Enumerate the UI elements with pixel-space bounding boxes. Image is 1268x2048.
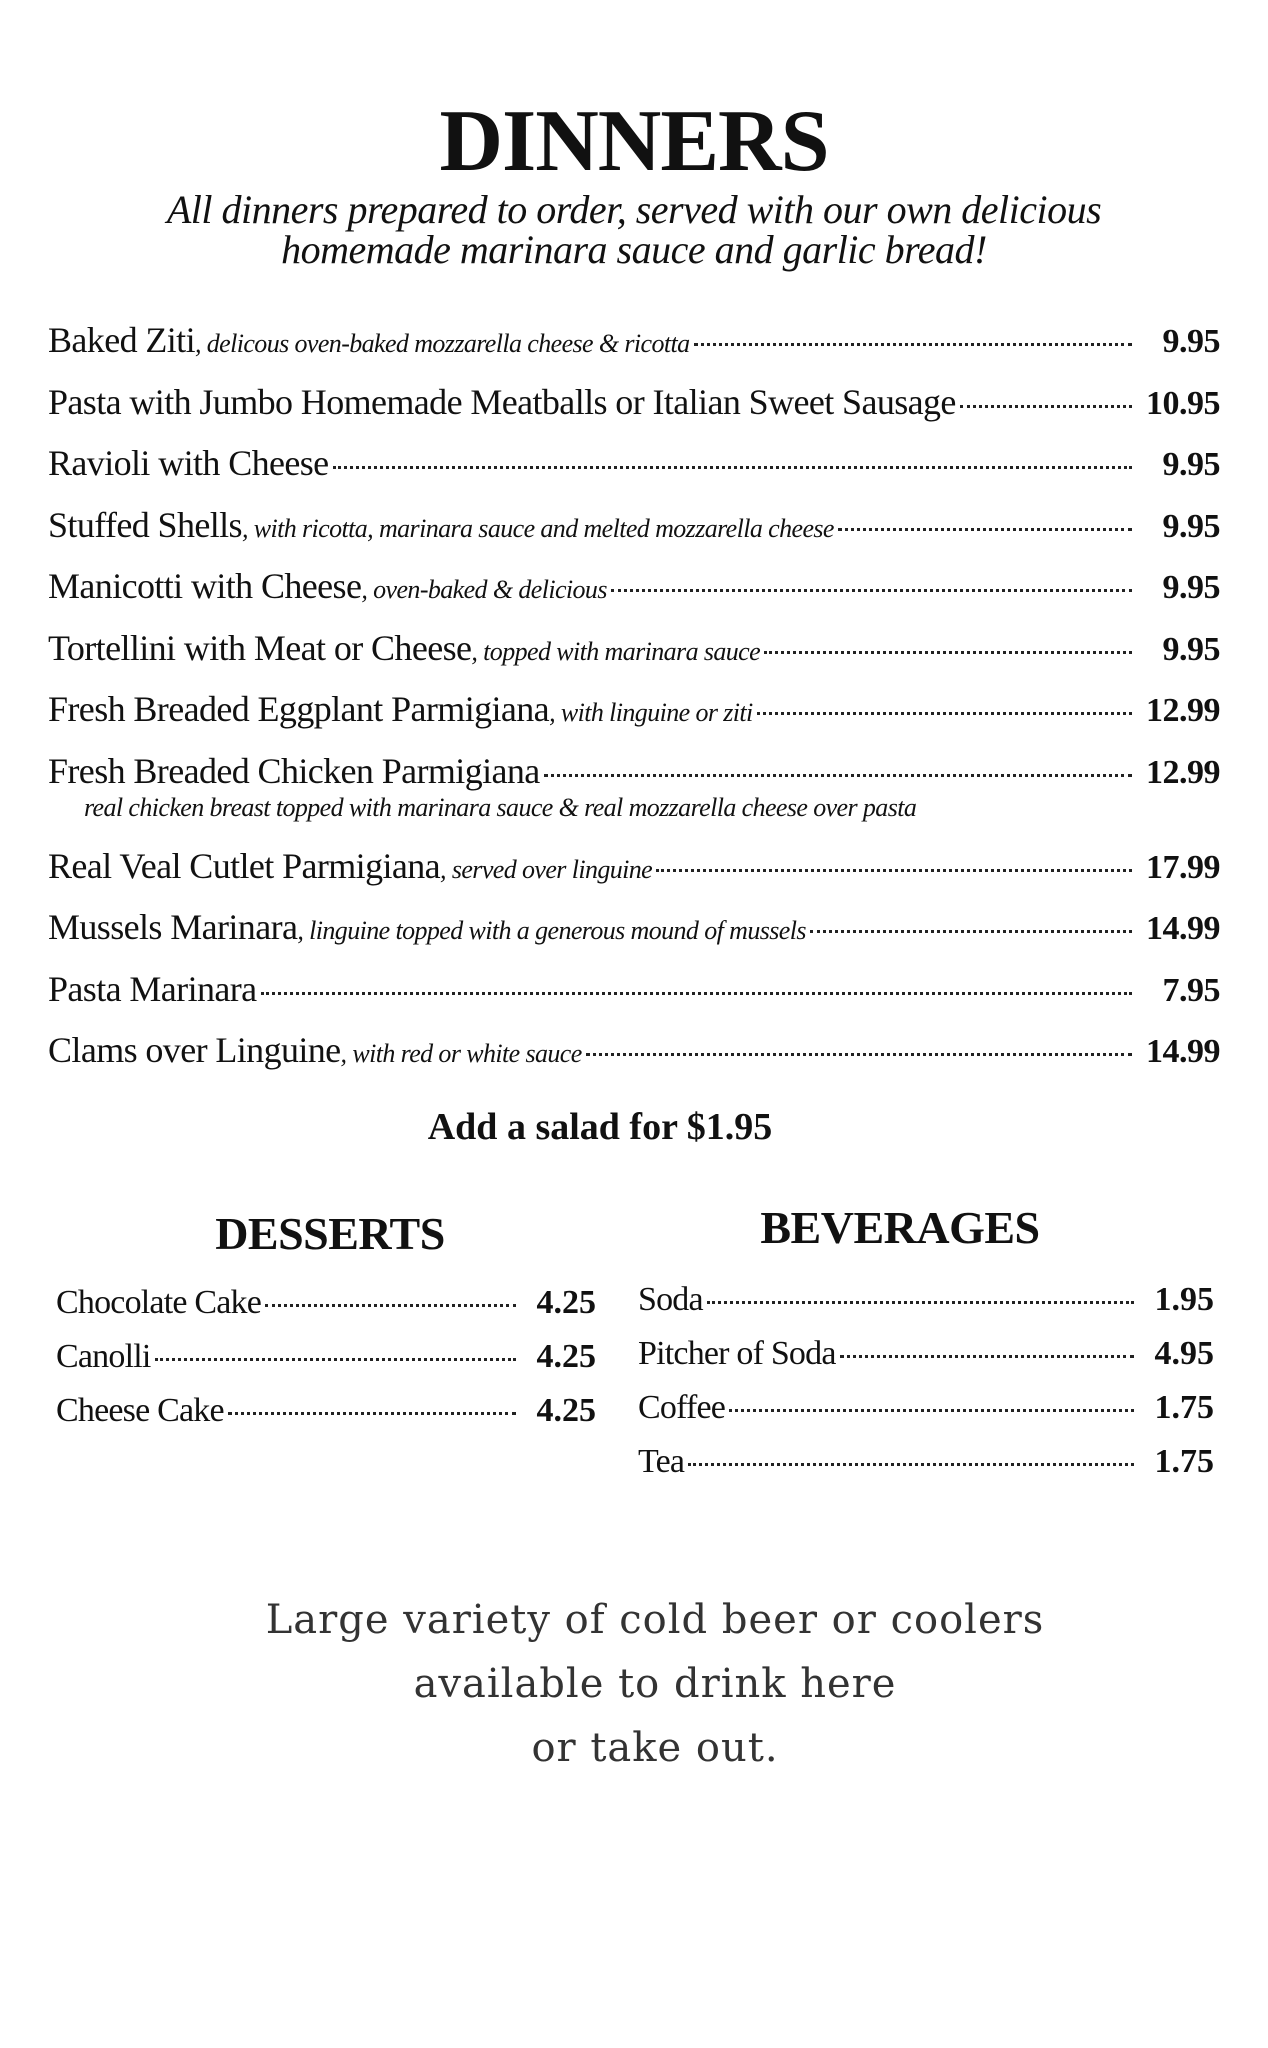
- beverage-item: [638, 1327, 1214, 1381]
- beverage-item-name: Tea: [638, 1443, 685, 1480]
- dinner-item-price: 9.95: [1162, 630, 1220, 668]
- beverage-item-price: 1.75: [1154, 1389, 1214, 1426]
- dinner-item-price: 9.95: [1162, 507, 1220, 545]
- dot-leader: [656, 868, 1132, 872]
- beverage-item-name: Soda: [638, 1281, 703, 1318]
- dot-leader: [611, 588, 1132, 592]
- dot-leader: [155, 1357, 516, 1361]
- beverage-item: [638, 1435, 1214, 1489]
- dinner-item-name: Real Veal Cutlet Parmigiana: [48, 845, 441, 886]
- beverages-title: BEVERAGES: [760, 1202, 1040, 1253]
- dinner-item: [48, 441, 1220, 503]
- dot-leader: [810, 929, 1132, 933]
- beverage-item: [638, 1381, 1214, 1435]
- desserts-list: [56, 1276, 596, 1438]
- dinner-item-name: Baked Ziti: [48, 320, 195, 360]
- dot-leader: [688, 1462, 1134, 1466]
- dinner-item-name: Fresh Breaded Eggplant Parmigiana: [48, 689, 550, 729]
- dinner-list: [48, 318, 1220, 1090]
- dinner-item-price: 9.95: [1162, 446, 1220, 483]
- dot-leader: [333, 465, 1132, 469]
- dinner-item-name: Stuffed Shells: [48, 504, 242, 545]
- dessert-item-price: 4.25: [536, 1338, 596, 1375]
- dot-leader: [261, 991, 1132, 995]
- page-subtitle: [60, 187, 1208, 272]
- dinner-item: [48, 967, 1220, 1029]
- dot-leader: [228, 1411, 516, 1415]
- dinner-item: [48, 905, 1220, 967]
- beverage-item-price: 1.95: [1154, 1281, 1214, 1318]
- dinner-item: [48, 1028, 1220, 1090]
- dessert-item: [56, 1276, 596, 1330]
- beverages-list: [638, 1273, 1214, 1489]
- desserts-title: DESSERTS: [215, 1208, 445, 1259]
- dinner-item-description: , with linguine or ziti: [549, 698, 753, 727]
- dessert-item-name: Cheese Cake: [56, 1392, 224, 1429]
- dot-leader: [960, 404, 1132, 408]
- dinner-item-note: real chicken breast topped with marinara sauce & real mozzarella cheese over pasta: [84, 792, 917, 822]
- dessert-item-name: Canolli: [56, 1338, 151, 1375]
- dessert-item: [56, 1330, 596, 1384]
- dot-leader: [764, 650, 1132, 654]
- beer-notice-line-1: Large variety of cold beer or coolers: [265, 1597, 1045, 1643]
- beverage-item-price: 1.75: [1154, 1443, 1214, 1480]
- dessert-item-price: 4.25: [536, 1392, 596, 1429]
- dinner-item-name: Manicotti with Cheese: [48, 566, 362, 606]
- beverage-item-price: 4.95: [1154, 1335, 1214, 1372]
- dinner-item-name: Ravioli with Cheese: [48, 443, 329, 483]
- dinner-item-price: 9.95: [1162, 323, 1220, 360]
- dinner-item-name: Tortellini with Meat or Cheese: [48, 627, 472, 668]
- salad-addon: Add a salad for $1.95: [427, 1106, 773, 1148]
- dot-leader: [586, 1052, 1132, 1056]
- dinner-item-name: Fresh Breaded Chicken Parmigiana: [48, 750, 540, 791]
- dinner-item: [48, 844, 1220, 906]
- dinner-item-description: , oven-baked & delicious: [361, 575, 607, 604]
- beverage-item-name: Pitcher of Soda: [638, 1335, 836, 1372]
- beer-notice-line-3: or take out.: [531, 1725, 779, 1771]
- dot-leader: [729, 1408, 1134, 1412]
- dinner-item-description: , linguine topped with a generous mound of mussels: [297, 916, 806, 945]
- dot-leader: [840, 1354, 1134, 1358]
- dinner-item-price: 17.99: [1146, 848, 1220, 886]
- dot-leader: [838, 527, 1132, 531]
- dinner-item-description: , with red or white sauce: [340, 1039, 582, 1068]
- dot-leader: [694, 342, 1132, 346]
- dessert-item-name: Chocolate Cake: [56, 1284, 262, 1321]
- dinner-item-description: , with ricotta, marinara sauce and melted mozzarella cheese: [241, 513, 834, 543]
- subtitle-line-1: All dinners prepared to order, served with our own delicious: [166, 187, 1102, 232]
- dinner-item: [48, 749, 1220, 844]
- dinner-item-name: Clams over Linguine: [48, 1030, 341, 1070]
- dinner-item-price: 14.99: [1146, 1033, 1220, 1070]
- dinner-item-name: Pasta Marinara: [48, 968, 257, 1009]
- dinner-item-price: 9.95: [1162, 569, 1220, 606]
- beer-notice: [0, 1588, 1268, 1780]
- dinner-item-price: 14.99: [1146, 910, 1220, 947]
- dinner-item-description: , delicous oven-baked mozzarella cheese & ricotta: [194, 329, 690, 358]
- page-title: DINNERS: [439, 93, 829, 190]
- dessert-item: [56, 1384, 596, 1438]
- dinner-item: [48, 503, 1220, 565]
- dinner-item-price: 7.95: [1162, 971, 1220, 1009]
- dinner-item-name: Mussels Marinara: [48, 907, 298, 947]
- dinner-item-description: , served over linguine: [440, 854, 653, 884]
- dinner-item-price: 10.95: [1146, 384, 1220, 422]
- dot-leader: [265, 1303, 516, 1307]
- dinner-item: [48, 687, 1220, 749]
- beverage-item: [638, 1273, 1214, 1327]
- dot-leader: [707, 1300, 1134, 1304]
- dot-leader: [757, 711, 1132, 715]
- beverage-item-name: Coffee: [638, 1389, 726, 1426]
- dinner-item: [48, 626, 1220, 688]
- dinner-item: [48, 564, 1220, 626]
- dinner-item: [48, 318, 1220, 380]
- dinner-item: [48, 380, 1220, 442]
- dessert-item-price: 4.25: [536, 1284, 596, 1321]
- dinner-item-price: 12.99: [1146, 753, 1220, 791]
- beer-notice-line-2: available to drink here: [413, 1661, 897, 1707]
- dot-leader: [544, 773, 1132, 777]
- dinner-item-price: 12.99: [1146, 692, 1220, 729]
- dinner-item-name: Pasta with Jumbo Homemade Meatballs or Italian Sweet Sausage: [48, 381, 956, 422]
- dinner-item-description: , topped with marinara sauce: [471, 636, 761, 666]
- subtitle-line-2: homemade marinara sauce and garlic bread!: [281, 227, 987, 272]
